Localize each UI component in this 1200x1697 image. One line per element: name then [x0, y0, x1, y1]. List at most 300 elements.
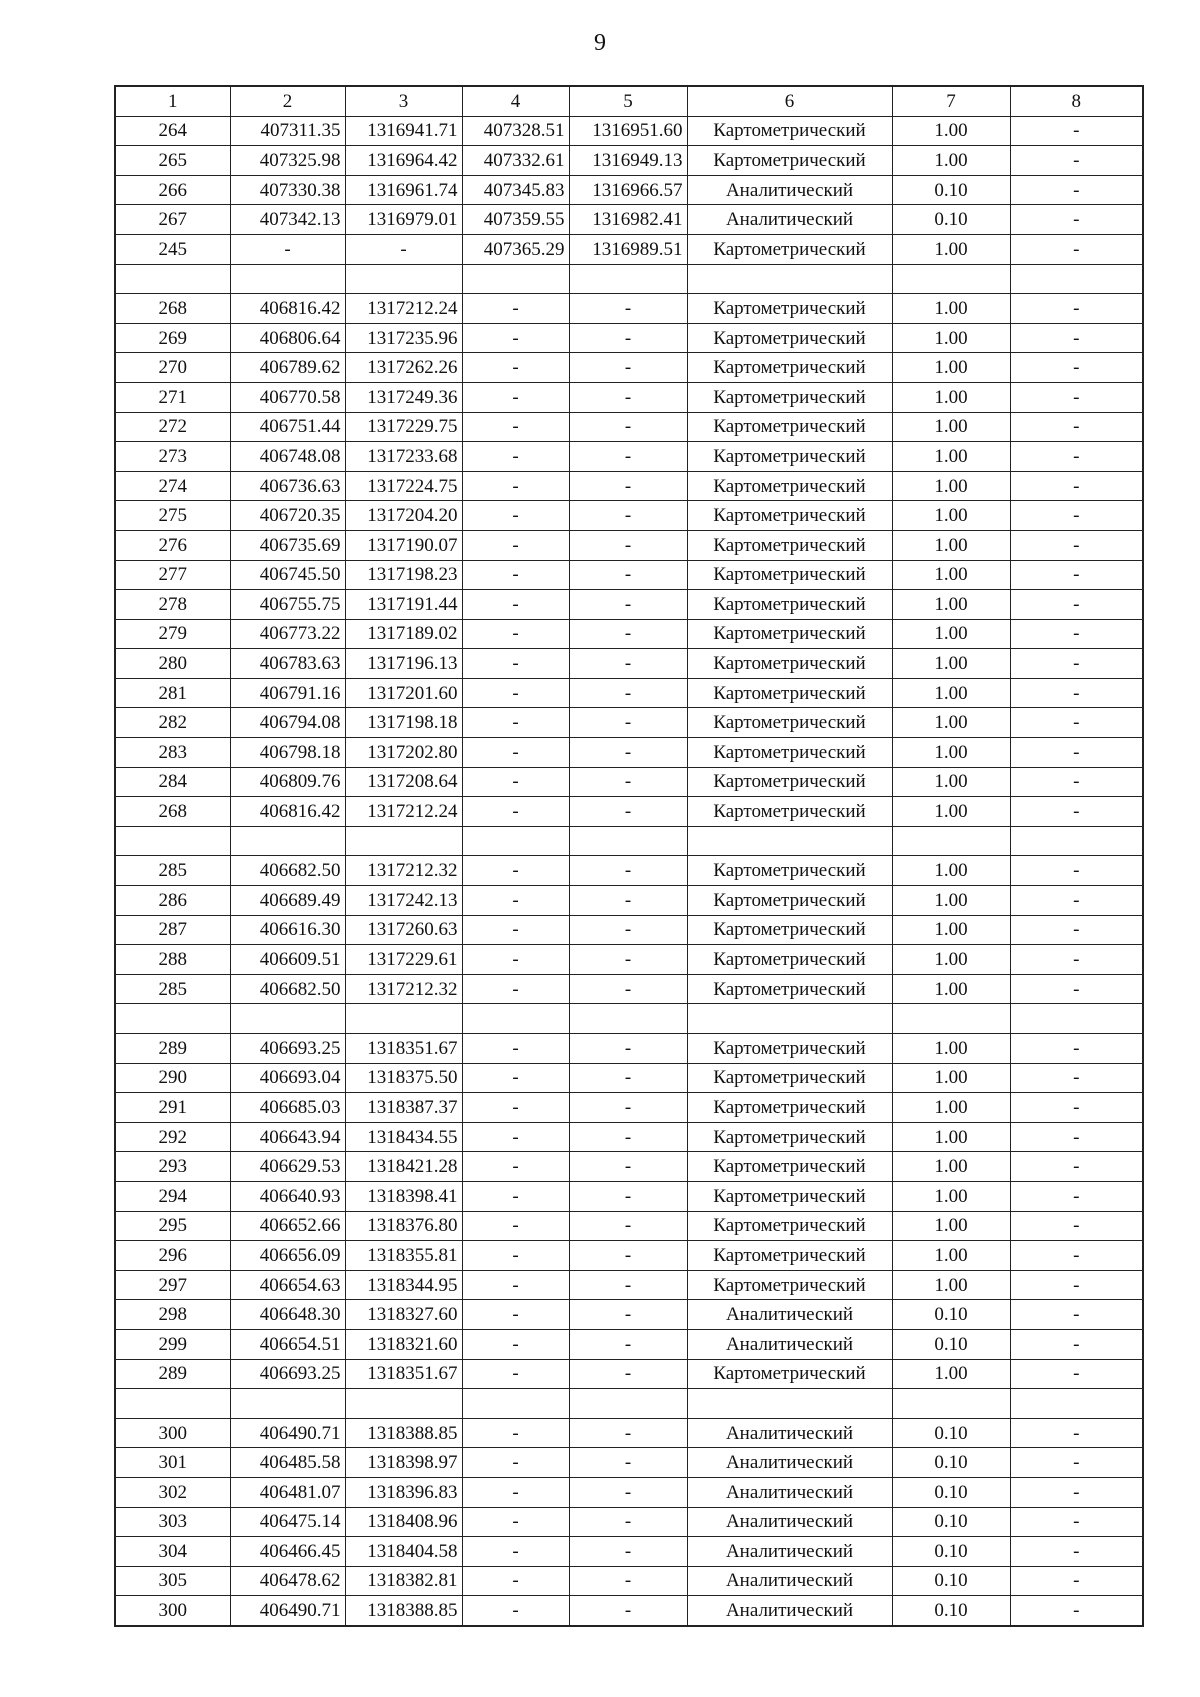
table-cell-col-2: 406816.42	[230, 797, 345, 827]
table-cell-col-3: 1317190.07	[345, 530, 462, 560]
table-cell-col-8	[1010, 1004, 1143, 1034]
table-cell-col-8: -	[1010, 471, 1143, 501]
table-cell-col-5: -	[569, 1063, 687, 1093]
table-cell-col-3: 1316961.74	[345, 175, 462, 205]
table-cell-col-2: 406478.62	[230, 1566, 345, 1596]
table-cell-col-8: -	[1010, 1034, 1143, 1064]
table-cell-col-7: 1.00	[892, 294, 1010, 324]
table-cell-col-7: 0.10	[892, 1418, 1010, 1448]
table-cell-col-1: 264	[115, 116, 230, 146]
table-cell-col-5: 1316949.13	[569, 146, 687, 176]
table-cell-col-5: -	[569, 323, 687, 353]
table-cell-col-6: Картометрический	[687, 945, 892, 975]
table-cell-col-3: 1318408.96	[345, 1507, 462, 1537]
table-cell-col-6: Картометрический	[687, 294, 892, 324]
table-cell-col-6: Картометрический	[687, 1093, 892, 1123]
table-cell-col-7: 0.10	[892, 1566, 1010, 1596]
table-cell-col-4: -	[462, 649, 569, 679]
table-cell-col-6: Картометрический	[687, 353, 892, 383]
table-cell-col-1: 266	[115, 175, 230, 205]
table-cell-col-1: 282	[115, 708, 230, 738]
table-cell-col-6: Картометрический	[687, 116, 892, 146]
table-cell-col-5: -	[569, 1507, 687, 1537]
table-cell-col-8: -	[1010, 1300, 1143, 1330]
table-cell-col-7: 1.00	[892, 471, 1010, 501]
table-cell-col-3: 1318398.41	[345, 1181, 462, 1211]
table-cell-col-8: -	[1010, 530, 1143, 560]
table-cell-col-5: -	[569, 1181, 687, 1211]
table-cell-col-4: -	[462, 1152, 569, 1182]
table-row	[115, 1152, 1143, 1182]
column-header-2: 2	[230, 86, 345, 116]
table-cell-col-5: -	[569, 1270, 687, 1300]
table-cell-col-8: -	[1010, 1329, 1143, 1359]
table-cell-col-1: 300	[115, 1596, 230, 1626]
table-cell-col-3: 1318351.67	[345, 1034, 462, 1064]
table-cell-col-8: -	[1010, 678, 1143, 708]
table-cell-col-3: 1317229.75	[345, 412, 462, 442]
table-cell-col-3: 1316941.71	[345, 116, 462, 146]
table-cell-col-1: 289	[115, 1034, 230, 1064]
table-cell-col-2: 406490.71	[230, 1596, 345, 1626]
table-cell-col-7: 1.00	[892, 146, 1010, 176]
table-cell-col-2: 406652.66	[230, 1211, 345, 1241]
table-cell-col-4: -	[462, 560, 569, 590]
table-cell-col-6: Картометрический	[687, 797, 892, 827]
table-cell-col-8: -	[1010, 767, 1143, 797]
table-cell-col-3: 1316979.01	[345, 205, 462, 235]
table-cell-col-1: 289	[115, 1359, 230, 1389]
table-row	[115, 442, 1143, 472]
table-cell-col-8: -	[1010, 234, 1143, 264]
table-cell-col-7: 1.00	[892, 738, 1010, 768]
table-cell-col-7: 1.00	[892, 501, 1010, 531]
table-cell-col-8: -	[1010, 945, 1143, 975]
table-row	[115, 590, 1143, 620]
table-cell-col-3: 1317204.20	[345, 501, 462, 531]
table-cell-col-4: -	[462, 353, 569, 383]
table-row	[115, 1063, 1143, 1093]
table-cell-col-4	[462, 826, 569, 856]
table-row	[115, 974, 1143, 1004]
table-cell-col-6: Картометрический	[687, 471, 892, 501]
table-cell-col-7: 1.00	[892, 649, 1010, 679]
table-cell-col-4: 407345.83	[462, 175, 569, 205]
table-cell-col-2: 406755.75	[230, 590, 345, 620]
table-cell-col-2: 407330.38	[230, 175, 345, 205]
table-cell-col-7: 1.00	[892, 1270, 1010, 1300]
table-cell-col-7: 1.00	[892, 1093, 1010, 1123]
table-cell-col-4: -	[462, 1448, 569, 1478]
table-cell-col-8: -	[1010, 1122, 1143, 1152]
table-cell-col-6: Картометрический	[687, 1152, 892, 1182]
table-row	[115, 205, 1143, 235]
table-cell-col-7: 0.10	[892, 1329, 1010, 1359]
table-cell-col-8: -	[1010, 1093, 1143, 1123]
table-cell-col-1: 293	[115, 1152, 230, 1182]
table-cell-col-5	[569, 826, 687, 856]
table-cell-col-5: -	[569, 1211, 687, 1241]
table-row	[115, 856, 1143, 886]
table-cell-col-5	[569, 1004, 687, 1034]
table-cell-col-2: 407342.13	[230, 205, 345, 235]
table-cell-col-2: 406720.35	[230, 501, 345, 531]
table-cell-col-5: -	[569, 1537, 687, 1567]
table-cell-col-3: 1318387.37	[345, 1093, 462, 1123]
table-cell-col-2: 406693.25	[230, 1034, 345, 1064]
table-cell-col-5: -	[569, 1329, 687, 1359]
column-header-1: 1	[115, 86, 230, 116]
table-cell-col-8: -	[1010, 1152, 1143, 1182]
table-row	[115, 234, 1143, 264]
table-cell-col-2: 406770.58	[230, 382, 345, 412]
table-row	[115, 1566, 1143, 1596]
table-row	[115, 1004, 1143, 1034]
table-cell-col-1: 296	[115, 1241, 230, 1271]
table-cell-col-5: -	[569, 678, 687, 708]
table-cell-col-3: 1316964.42	[345, 146, 462, 176]
table-cell-col-5: -	[569, 353, 687, 383]
table-cell-col-1: 273	[115, 442, 230, 472]
table-cell-col-8: -	[1010, 1359, 1143, 1389]
table-header	[115, 86, 1143, 116]
page-number: 9	[594, 30, 606, 56]
table-cell-col-8: -	[1010, 1418, 1143, 1448]
table-cell-col-6	[687, 1389, 892, 1419]
table-cell-col-3: 1317249.36	[345, 382, 462, 412]
table-row	[115, 175, 1143, 205]
table-row	[115, 1034, 1143, 1064]
table-cell-col-4: -	[462, 708, 569, 738]
table-cell-col-7	[892, 826, 1010, 856]
table-cell-col-1: 295	[115, 1211, 230, 1241]
table-cell-col-8: -	[1010, 797, 1143, 827]
table-cell-col-8: -	[1010, 1537, 1143, 1567]
table-cell-col-5: -	[569, 1300, 687, 1330]
table-row	[115, 323, 1143, 353]
column-header-3: 3	[345, 86, 462, 116]
table-cell-col-6: Картометрический	[687, 1270, 892, 1300]
table-cell-col-4: -	[462, 1300, 569, 1330]
table-cell-col-2: 406609.51	[230, 945, 345, 975]
table-cell-col-6: Аналитический	[687, 1596, 892, 1626]
table-row	[115, 1477, 1143, 1507]
table-cell-col-1: 272	[115, 412, 230, 442]
table-cell-col-1: 288	[115, 945, 230, 975]
table-cell-col-1: 286	[115, 886, 230, 916]
table-cell-col-4: -	[462, 678, 569, 708]
table-cell-col-8: -	[1010, 501, 1143, 531]
table-cell-col-3: 1318351.67	[345, 1359, 462, 1389]
table-cell-col-2: 406654.63	[230, 1270, 345, 1300]
table-cell-col-2: 406466.45	[230, 1537, 345, 1567]
table-cell-col-7: 1.00	[892, 323, 1010, 353]
table-cell-col-6: Картометрический	[687, 886, 892, 916]
table-cell-col-4: -	[462, 530, 569, 560]
table-cell-col-1: 269	[115, 323, 230, 353]
table-cell-col-5: -	[569, 738, 687, 768]
table-cell-col-5: -	[569, 1566, 687, 1596]
table-cell-col-5: -	[569, 797, 687, 827]
table-cell-col-7: 1.00	[892, 974, 1010, 1004]
table-cell-col-7: 0.10	[892, 205, 1010, 235]
table-cell-col-6: Аналитический	[687, 1566, 892, 1596]
column-header-6: 6	[687, 86, 892, 116]
table-cell-col-4: -	[462, 1241, 569, 1271]
table-cell-col-4: -	[462, 1566, 569, 1596]
table-cell-col-2: 406643.94	[230, 1122, 345, 1152]
table-cell-col-6: Аналитический	[687, 1507, 892, 1537]
table-cell-col-5: -	[569, 974, 687, 1004]
table-cell-col-4: -	[462, 1063, 569, 1093]
table-cell-col-2: 406798.18	[230, 738, 345, 768]
table-cell-col-4: -	[462, 323, 569, 353]
table-cell-col-5: -	[569, 1477, 687, 1507]
table-cell-col-5: -	[569, 1596, 687, 1626]
table-cell-col-7: 1.00	[892, 915, 1010, 945]
table-cell-col-1: 270	[115, 353, 230, 383]
table-cell-col-8: -	[1010, 1181, 1143, 1211]
table-cell-col-7: 1.00	[892, 382, 1010, 412]
table-cell-col-1: 279	[115, 619, 230, 649]
table-cell-col-6: Аналитический	[687, 1418, 892, 1448]
table-cell-col-5: -	[569, 294, 687, 324]
table-cell-col-4: -	[462, 412, 569, 442]
table-cell-col-3: 1317260.63	[345, 915, 462, 945]
table-cell-col-4: -	[462, 886, 569, 916]
table-cell-col-1: 298	[115, 1300, 230, 1330]
table-cell-col-4: -	[462, 856, 569, 886]
table-cell-col-3: 1318434.55	[345, 1122, 462, 1152]
table-cell-col-4: -	[462, 1270, 569, 1300]
table-cell-col-8: -	[1010, 205, 1143, 235]
table-cell-col-4: -	[462, 1418, 569, 1448]
table-cell-col-5: -	[569, 767, 687, 797]
table-cell-col-3: 1318382.81	[345, 1566, 462, 1596]
table-cell-col-3: 1318388.85	[345, 1596, 462, 1626]
table-cell-col-4: -	[462, 945, 569, 975]
table-cell-col-1: 278	[115, 590, 230, 620]
table-cell-col-3: 1318398.97	[345, 1448, 462, 1478]
table-cell-col-7	[892, 264, 1010, 294]
table-cell-col-7: 1.00	[892, 767, 1010, 797]
table-cell-col-6: Картометрический	[687, 649, 892, 679]
table-cell-col-2: 406736.63	[230, 471, 345, 501]
table-cell-col-2: 406485.58	[230, 1448, 345, 1478]
table-cell-col-1: 287	[115, 915, 230, 945]
table-row	[115, 678, 1143, 708]
table-row	[115, 264, 1143, 294]
table-cell-col-4: -	[462, 1507, 569, 1537]
table-cell-col-6: Картометрический	[687, 1211, 892, 1241]
table-cell-col-2: 406682.50	[230, 974, 345, 1004]
table-cell-col-2: 406629.53	[230, 1152, 345, 1182]
table-cell-col-7: 1.00	[892, 1181, 1010, 1211]
table-cell-col-2: 407325.98	[230, 146, 345, 176]
table-cell-col-1: 277	[115, 560, 230, 590]
table-cell-col-7: 1.00	[892, 412, 1010, 442]
table-cell-col-4: -	[462, 1211, 569, 1241]
table-row	[115, 412, 1143, 442]
table-cell-col-5: -	[569, 1448, 687, 1478]
table-cell-col-2: 406791.16	[230, 678, 345, 708]
table-cell-col-5: 1316966.57	[569, 175, 687, 205]
table-cell-col-6: Картометрический	[687, 1181, 892, 1211]
table-cell-col-2: 406481.07	[230, 1477, 345, 1507]
table-row	[115, 767, 1143, 797]
table-cell-col-4: -	[462, 1477, 569, 1507]
table-cell-col-1: 305	[115, 1566, 230, 1596]
table-cell-col-8: -	[1010, 1596, 1143, 1626]
table-row	[115, 530, 1143, 560]
table-cell-col-2: 406745.50	[230, 560, 345, 590]
table-row	[115, 116, 1143, 146]
table-cell-col-5: -	[569, 886, 687, 916]
table-cell-col-6: Картометрический	[687, 708, 892, 738]
column-header-8: 8	[1010, 86, 1143, 116]
table-cell-col-3: 1318396.83	[345, 1477, 462, 1507]
table-cell-col-4: -	[462, 1093, 569, 1123]
table-cell-col-2: 406751.44	[230, 412, 345, 442]
table-cell-col-1: 267	[115, 205, 230, 235]
table-row	[115, 1241, 1143, 1271]
table-cell-col-8: -	[1010, 412, 1143, 442]
table-cell-col-2: 406735.69	[230, 530, 345, 560]
table-cell-col-4: -	[462, 619, 569, 649]
table-cell-col-1: 275	[115, 501, 230, 531]
coordinates-table	[114, 85, 1144, 1627]
table-cell-col-3: 1318421.28	[345, 1152, 462, 1182]
table-cell-col-3: 1317212.24	[345, 294, 462, 324]
table-row	[115, 1211, 1143, 1241]
table-cell-col-8	[1010, 264, 1143, 294]
table-cell-col-7: 1.00	[892, 590, 1010, 620]
table-cell-col-2: -	[230, 234, 345, 264]
table-cell-col-3: 1318327.60	[345, 1300, 462, 1330]
table-row	[115, 1122, 1143, 1152]
table-cell-col-8: -	[1010, 886, 1143, 916]
table-row	[115, 1329, 1143, 1359]
table-cell-col-1: 285	[115, 856, 230, 886]
table-cell-col-8: -	[1010, 974, 1143, 1004]
table-cell-col-4: -	[462, 797, 569, 827]
table-row	[115, 649, 1143, 679]
table-cell-col-1	[115, 826, 230, 856]
table-cell-col-8: -	[1010, 116, 1143, 146]
table-row	[115, 1389, 1143, 1419]
table-cell-col-3: 1317224.75	[345, 471, 462, 501]
table-cell-col-2: 406816.42	[230, 294, 345, 324]
table-row	[115, 1181, 1143, 1211]
table-cell-col-6: Картометрический	[687, 1359, 892, 1389]
table-row	[115, 353, 1143, 383]
table-cell-col-7	[892, 1389, 1010, 1419]
table-cell-col-6: Аналитический	[687, 175, 892, 205]
table-cell-col-3: 1317202.80	[345, 738, 462, 768]
table-cell-col-8: -	[1010, 175, 1143, 205]
table-cell-col-1: 268	[115, 797, 230, 827]
table-cell-col-8: -	[1010, 1063, 1143, 1093]
table-cell-col-2: 406806.64	[230, 323, 345, 353]
table-cell-col-1: 300	[115, 1418, 230, 1448]
table-cell-col-6: Аналитический	[687, 205, 892, 235]
table-cell-col-8: -	[1010, 1270, 1143, 1300]
table-cell-col-2: 406648.30	[230, 1300, 345, 1330]
table-cell-col-1: 302	[115, 1477, 230, 1507]
table-cell-col-5: 1316982.41	[569, 205, 687, 235]
table-cell-col-5: 1316951.60	[569, 116, 687, 146]
table-cell-col-3: 1317262.26	[345, 353, 462, 383]
table-cell-col-7: 0.10	[892, 1300, 1010, 1330]
table-cell-col-1: 276	[115, 530, 230, 560]
table-cell-col-7: 1.00	[892, 1152, 1010, 1182]
table-cell-col-6: Картометрический	[687, 146, 892, 176]
table-cell-col-6: Картометрический	[687, 974, 892, 1004]
table-cell-col-1: 274	[115, 471, 230, 501]
table-cell-col-1: 284	[115, 767, 230, 797]
table-cell-col-6: Аналитический	[687, 1537, 892, 1567]
table-row	[115, 1418, 1143, 1448]
table-row	[115, 1270, 1143, 1300]
table-cell-col-3: 1317201.60	[345, 678, 462, 708]
table-row	[115, 471, 1143, 501]
table-cell-col-1: 280	[115, 649, 230, 679]
table-cell-col-8: -	[1010, 738, 1143, 768]
table-cell-col-3: 1317198.23	[345, 560, 462, 590]
table-cell-col-2: 406773.22	[230, 619, 345, 649]
table-cell-col-6: Картометрический	[687, 323, 892, 353]
table-cell-col-5: -	[569, 530, 687, 560]
table-cell-col-4	[462, 1004, 569, 1034]
table-row	[115, 797, 1143, 827]
table-cell-col-5: -	[569, 471, 687, 501]
table-cell-col-5: -	[569, 590, 687, 620]
table-cell-col-3	[345, 1004, 462, 1034]
table-row	[115, 738, 1143, 768]
table-cell-col-8: -	[1010, 1211, 1143, 1241]
table-cell-col-7: 1.00	[892, 1063, 1010, 1093]
table-cell-col-6: Картометрический	[687, 619, 892, 649]
table-cell-col-5: 1316989.51	[569, 234, 687, 264]
table-row	[115, 560, 1143, 590]
table-cell-col-8: -	[1010, 1477, 1143, 1507]
table-cell-col-4: -	[462, 915, 569, 945]
table-cell-col-4: -	[462, 1596, 569, 1626]
table-cell-col-4: -	[462, 294, 569, 324]
table-cell-col-7: 1.00	[892, 1034, 1010, 1064]
table-cell-col-7: 1.00	[892, 560, 1010, 590]
table-cell-col-7: 1.00	[892, 886, 1010, 916]
table-cell-col-7: 1.00	[892, 678, 1010, 708]
table-cell-col-5: -	[569, 412, 687, 442]
table-cell-col-6: Картометрический	[687, 442, 892, 472]
table-cell-col-5: -	[569, 1093, 687, 1123]
table-row	[115, 1359, 1143, 1389]
table-cell-col-2	[230, 1004, 345, 1034]
table-cell-col-6	[687, 826, 892, 856]
table-cell-col-6: Картометрический	[687, 234, 892, 264]
table-cell-col-5: -	[569, 915, 687, 945]
table-cell-col-8: -	[1010, 590, 1143, 620]
table-cell-col-3	[345, 264, 462, 294]
table-cell-col-7: 1.00	[892, 353, 1010, 383]
table-cell-col-2	[230, 826, 345, 856]
table-cell-col-8: -	[1010, 442, 1143, 472]
table-cell-col-7: 1.00	[892, 945, 1010, 975]
table-row	[115, 1537, 1143, 1567]
table-cell-col-4: -	[462, 1034, 569, 1064]
table-row	[115, 1448, 1143, 1478]
